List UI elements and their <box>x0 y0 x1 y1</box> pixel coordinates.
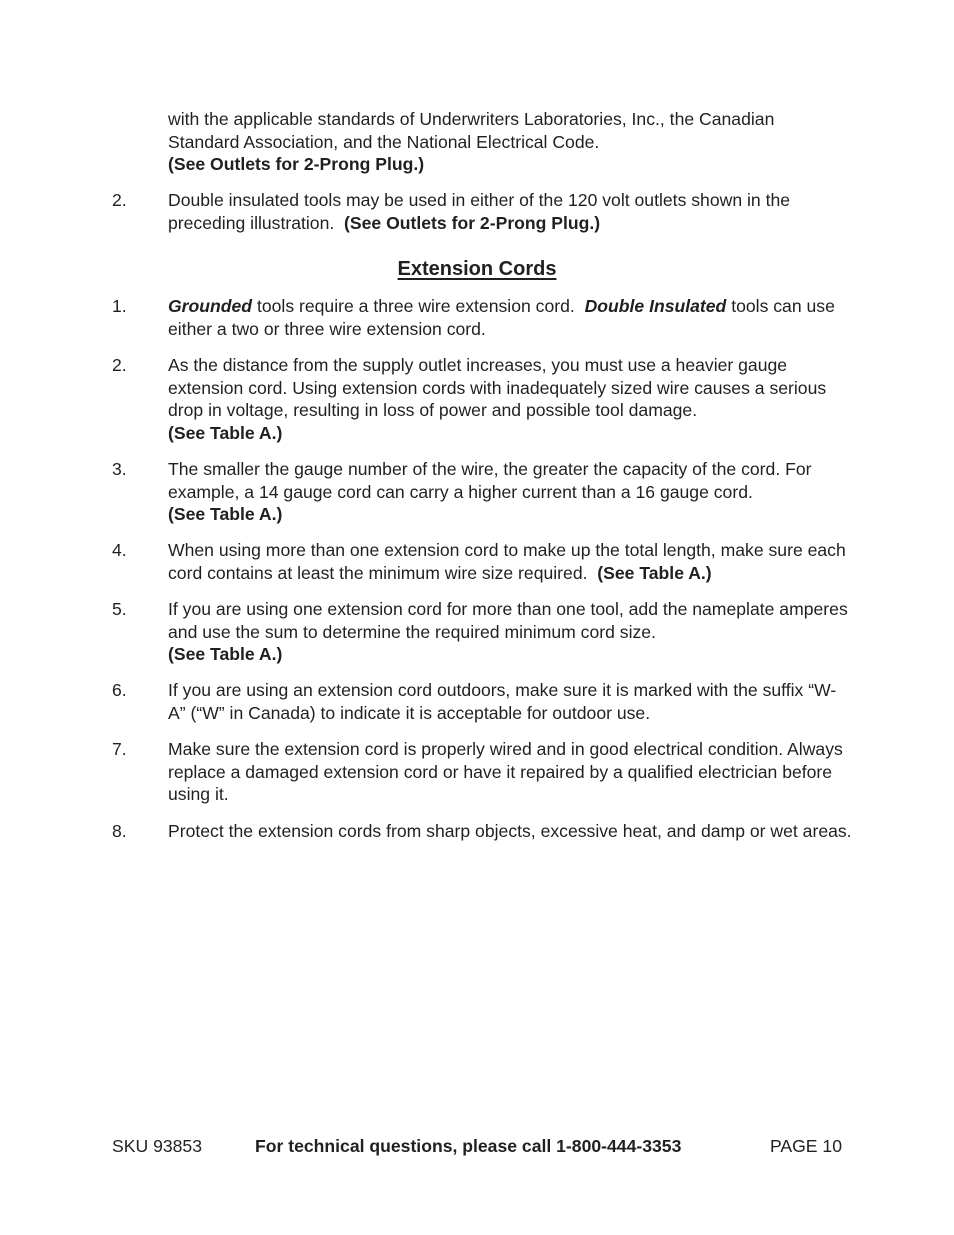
item-number: 2. <box>112 190 127 210</box>
item-number: 8. <box>112 821 127 841</box>
item-body: tools require a three wire extension cord. <box>252 296 585 316</box>
item-text: Make sure the extension cord is properly wired and in good electrical condition. Always replace a damaged extension cord or have it repaired by a qualified electrician before using it. <box>168 739 843 805</box>
footer-sku: SKU 93853 <box>112 1136 202 1156</box>
item-number: 7. <box>112 739 127 759</box>
paragraph-text: with the applicable standards of Underwriters Laboratories, Inc., the Canadian Standard Association, and the National Electrical Code. <box>168 109 775 152</box>
item-number: 1. <box>112 296 127 316</box>
item-body: When using more than one extension cord to make up the total length, make sure each cord contains at least the minimum wire size required. <box>168 540 846 583</box>
table-reference: (See Table A.) <box>168 504 283 525</box>
item-number: 6. <box>112 680 127 700</box>
outlets-reference: (See Outlets for 2-Prong Plug.) <box>168 154 425 175</box>
section-heading <box>0 256 954 282</box>
item-body: Double insulated tools may be used in either of the 120 volt outlets shown in the preceding illustration. <box>168 190 791 233</box>
item-body: As the distance from the supply outlet increases, you must use a heavier gauge extension cord. Using extension cords with inadequately sized wire causes a serious drop in voltage, resulting in loss of power and possible tool damage. <box>168 355 827 421</box>
outlets-reference: (See Outlets for 2-Prong Plug.) <box>344 212 601 233</box>
item-text <box>168 295 852 340</box>
footer-support-phone: For technical questions, please call 1-800-444-3353 <box>255 1136 682 1156</box>
item-text <box>168 354 852 444</box>
item-text <box>168 539 852 584</box>
item-text: If you are using an extension cord outdoors, make sure it is marked with the suffix “W-A” (“W” in Canada) to indicate it is acceptable for outdoor use. <box>168 680 837 723</box>
item-number: 5. <box>112 599 127 619</box>
item-body: If you are using one extension cord for more than one tool, add the nameplate amperes and use the sum to determine the required minimum cord size. <box>168 599 848 642</box>
item-body: tools can use either a two or three wire extension cord. <box>168 296 835 339</box>
emphasis-double-insulated: Double Insulated <box>584 296 727 316</box>
footer-page-number: PAGE 10 <box>769 1136 842 1156</box>
table-reference: (See Table A.) <box>597 562 712 583</box>
table-reference: (See Table A.) <box>168 422 283 443</box>
item-number: 2. <box>112 355 127 375</box>
section-title: Extension Cords <box>397 258 557 280</box>
item-text <box>168 189 852 234</box>
continued-paragraph <box>168 108 848 176</box>
item-number: 4. <box>112 540 127 560</box>
item-text <box>168 458 852 526</box>
item-number: 3. <box>112 459 127 479</box>
emphasis-grounded: Grounded <box>168 296 253 316</box>
item-text: Protect the extension cords from sharp objects, excessive heat, and damp or wet areas. <box>168 821 852 841</box>
item-body: The smaller the gauge number of the wire, the greater the capacity of the cord. For example, a 14 gauge cord can carry a higher current than a 16 gauge cord. <box>168 459 812 502</box>
item-text <box>168 598 852 666</box>
table-reference: (See Table A.) <box>168 644 283 665</box>
